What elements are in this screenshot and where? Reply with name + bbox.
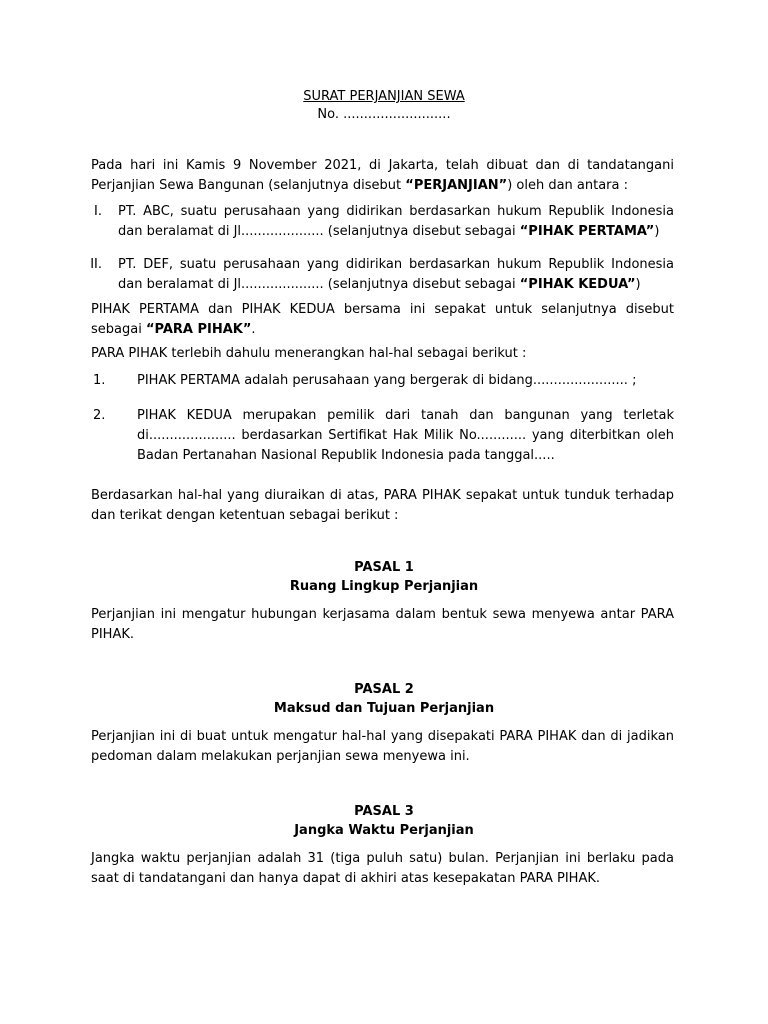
article-body: Perjanjian ini mengatur hubungan kerjasama dalam bentuk sewa menyewa antar PARA PIHAK. — [91, 607, 674, 642]
party-number: I. — [94, 204, 102, 219]
list-number: 1. — [93, 373, 106, 388]
para-pihak-suffix: . — [251, 322, 256, 337]
party-second — [118, 255, 674, 295]
article-heading: Jangka Waktu Perjanjian — [294, 823, 474, 838]
party-suffix: ) — [654, 224, 660, 239]
party-bold: “PIHAK PERTAMA” — [519, 224, 655, 239]
document-title: SURAT PERJANJIAN SEWA — [303, 89, 465, 104]
para-pihak-paragraph — [91, 300, 674, 340]
article-label: PASAL 1 — [354, 560, 414, 575]
opening-paragraph — [91, 156, 674, 196]
article-body: Perjanjian ini di buat untuk mengatur hal-hal yang disepakati PARA PIHAK dan di jadikan pedoman dalam melakukan perjanjian sewa menyewa ini. — [91, 729, 674, 764]
article-label: PASAL 3 — [354, 804, 414, 819]
list-number: 2. — [93, 408, 106, 423]
party-text: PT. ABC, suatu perusahaan yang didirikan berdasarkan hukum Republik Indonesia dan beralamat di Jl.................... (selanjutnya disebut sebagai — [118, 204, 674, 239]
party-first — [118, 202, 674, 242]
para-pihak-text: PIHAK PERTAMA dan PIHAK KEDUA bersama ini sepakat untuk selanjutnya disebut sebagai — [91, 302, 674, 337]
explain-item-2: PIHAK KEDUA merupakan pemilik dari tanah dan bangunan yang terletak di..................... berdasarkan Sertifikat Hak Milik No............ yang diterbitkan oleh Badan Pertanahan Nasional Republik Indonesia pada tanggal..... — [137, 408, 674, 463]
article-heading: Maksud dan Tujuan Perjanjian — [273, 701, 495, 716]
explain-item-1: PIHAK PERTAMA adalah perusahaan yang bergerak di bidang....................... ; — [137, 373, 637, 388]
para-pihak-bold: “PARA PIHAK” — [145, 322, 252, 337]
party-bold: “PIHAK KEDUA” — [519, 277, 636, 292]
party-text: PT. DEF, suatu perusahaan yang didirikan berdasarkan hukum Republik Indonesia dan beralamat di Jl.................... (selanjutnya disebut sebagai — [118, 257, 674, 292]
party-suffix: ) — [635, 277, 641, 292]
explain-intro: PARA PIHAK terlebih dahulu menerangkan hal-hal sebagai berikut : — [91, 346, 527, 361]
opening-text: Pada hari ini Kamis 9 November 2021, di Jakarta, telah dibuat dan di tandatangani Perjanjian Sewa Bangunan (selanjutnya disebut — [91, 158, 674, 193]
agreement-intro: Berdasarkan hal-hal yang diuraikan di atas, PARA PIHAK sepakat untuk tunduk terhadap dan terikat dengan ketentuan sebagai berikut : — [91, 488, 674, 523]
opening-bold: “PERJANJIAN” — [405, 178, 508, 193]
party-number: II. — [90, 257, 102, 272]
article-body: Jangka waktu perjanjian adalah 31 (tiga puluh satu) bulan. Perjanjian ini berlaku pada saat di tandatangani dan hanya dapat di akhiri atas kesepakatan PARA PIHAK. — [91, 851, 674, 886]
article-label: PASAL 2 — [354, 682, 414, 697]
article-heading: Ruang Lingkup Perjanjian — [289, 579, 479, 594]
document-number: No. .......................... — [317, 107, 451, 122]
opening-suffix: ) oleh dan antara : — [507, 178, 629, 193]
